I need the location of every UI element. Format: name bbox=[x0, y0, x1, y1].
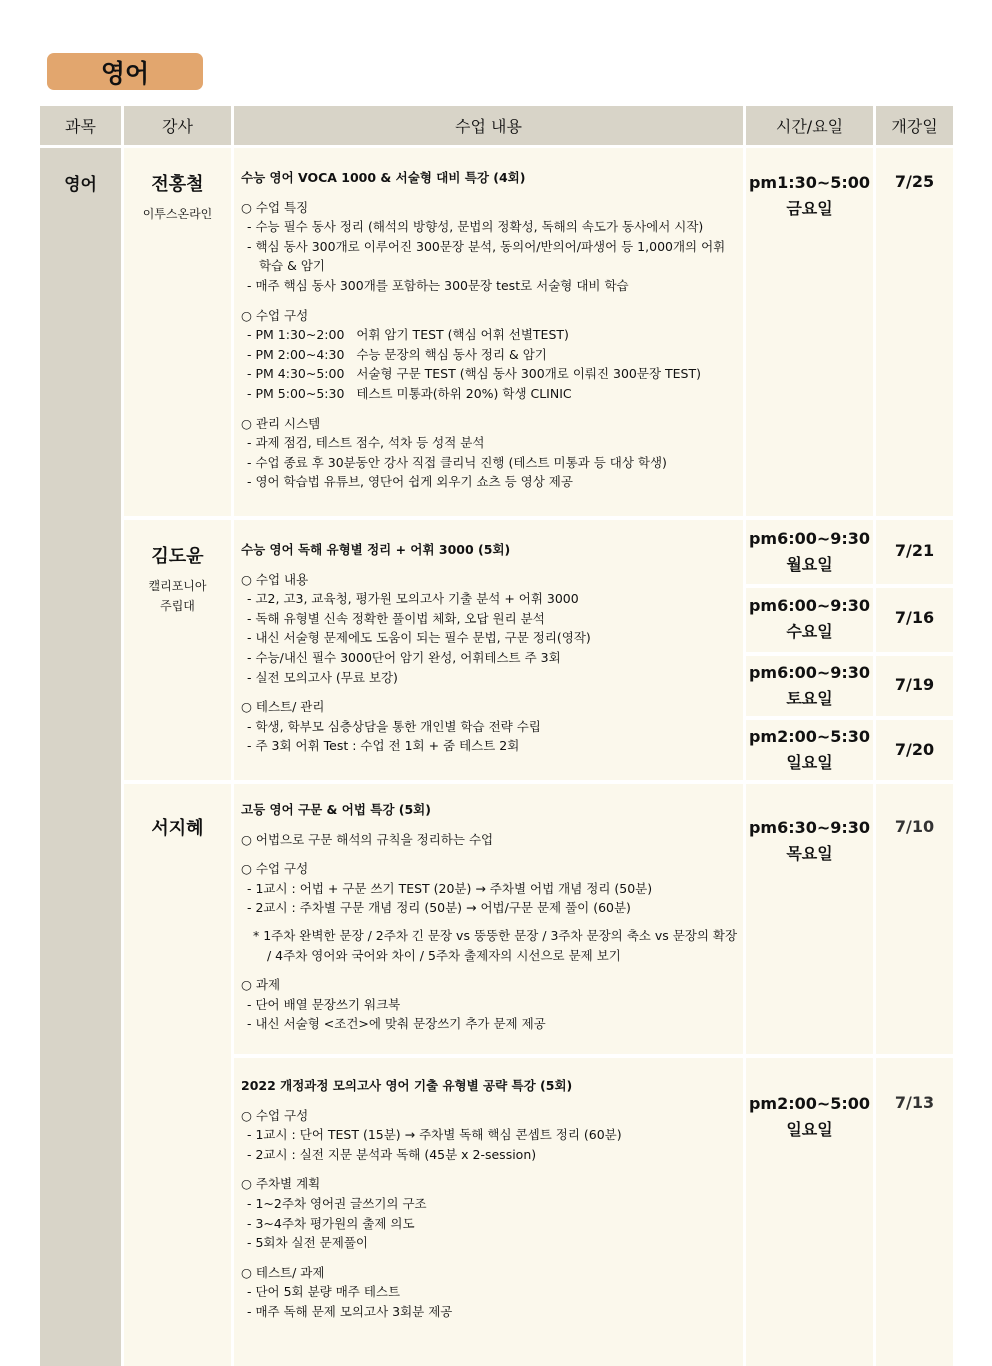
start-cell bbox=[876, 148, 953, 516]
class-time: pm6:00~9:30 bbox=[748, 529, 871, 548]
section-line: - 고2, 고3, 교육청, 평가원 모의고사 기출 분석 + 어휘 3000 bbox=[247, 591, 579, 607]
section-line: - 주 3회 어휘 Test : 수업 전 1회 + 줌 테스트 2회 bbox=[247, 738, 520, 754]
section-line: - 내신 서술형 문제에도 도움이 되는 필수 문법, 구문 정리(영작) bbox=[247, 630, 591, 646]
schedule-time-block bbox=[746, 660, 873, 712]
affiliation-line: 캘리포니아 bbox=[148, 579, 207, 593]
section-head: ○ 테스트/ 과제 bbox=[241, 1264, 325, 1280]
schedule-time-block bbox=[746, 815, 873, 867]
course-section bbox=[241, 1174, 741, 1252]
course-title: 2022 개정과정 모의고사 영어 기출 유형별 공략 특강 (5회) bbox=[241, 1078, 573, 1093]
course-title: 고등 영어 구문 & 어법 특강 (5회) bbox=[241, 802, 431, 817]
subject-label: 영어 bbox=[64, 175, 97, 195]
section-line: - 매주 독해 문제 모의고사 3회분 제공 bbox=[247, 1303, 453, 1319]
schedule-time-block bbox=[746, 593, 873, 645]
course-content bbox=[241, 168, 741, 492]
section-line: - 단어 배열 문장쓰기 워크북 bbox=[247, 996, 401, 1012]
section-line: - 1교시 : 단어 TEST (15분) → 주차별 독해 핵심 콘셉트 정리 (60분) bbox=[247, 1127, 622, 1143]
class-day: 월요일 bbox=[786, 555, 833, 574]
class-time: pm6:00~9:30 bbox=[748, 596, 871, 615]
class-time: pm2:00~5:30 bbox=[748, 727, 871, 746]
section-line: - 3~4주차 평가원의 출제 의도 bbox=[247, 1215, 415, 1231]
schedule-time-block bbox=[746, 170, 873, 222]
section-head: ○ 테스트/ 관리 bbox=[241, 699, 325, 715]
section-head: ○ 수업 구성 bbox=[241, 307, 309, 323]
section-line: - 매주 핵심 동사 300개를 포함하는 300문장 test로 서술형 대비 학습 bbox=[247, 277, 629, 293]
section-line: - 과제 점검, 테스트 점수, 석차 등 성적 분석 bbox=[247, 435, 485, 451]
affiliation-line: 주립대 bbox=[160, 599, 195, 613]
class-time: pm1:30~5:00 bbox=[748, 173, 871, 192]
class-time: pm6:00~9:30 bbox=[748, 663, 871, 682]
schedule-time-block bbox=[746, 1091, 873, 1143]
section-head: ○ 수업 구성 bbox=[241, 1107, 309, 1123]
section-head: ○ 과제 bbox=[241, 977, 281, 993]
section-line: - 2교시 : 실전 지문 분석과 독해 (45분 x 2-session) bbox=[247, 1146, 537, 1162]
section-badge: 영어 bbox=[47, 53, 203, 90]
class-day: 일요일 bbox=[786, 753, 833, 772]
start-date: 7/10 bbox=[894, 817, 935, 836]
teacher-name: 김도윤 bbox=[151, 546, 204, 567]
teacher-name: 서지혜 bbox=[151, 818, 204, 839]
course-section bbox=[241, 414, 741, 492]
course-section bbox=[241, 198, 741, 296]
class-time: pm6:30~9:30 bbox=[748, 818, 871, 837]
start-date: 7/20 bbox=[894, 740, 935, 759]
course-section bbox=[241, 570, 741, 688]
start-date: 7/13 bbox=[894, 1093, 935, 1112]
section-line: - PM 5:00~5:30 테스트 미통과(하위 20%) 학생 CLINIC bbox=[247, 385, 572, 401]
section-line: - 영어 학습법 유튜브, 영단어 쉽게 외우기 쇼츠 등 영상 제공 bbox=[247, 474, 573, 490]
section-line: - 독해 유형별 신속 정확한 풀이법 체화, 오답 원리 분석 bbox=[247, 610, 545, 626]
course-section bbox=[241, 859, 741, 918]
section-line: - 수능/내신 필수 3000단어 암기 완성, 어휘테스트 주 3회 bbox=[247, 649, 561, 665]
course-content bbox=[241, 1076, 741, 1322]
class-day: 목요일 bbox=[786, 844, 833, 863]
teacher-affiliation bbox=[124, 576, 231, 616]
course-note: * 1주차 완벽한 문장 / 2주차 긴 문장 vs 뚱뚱한 문장 / 3주차 문장의 축소 vs 문장의 확장 / 4주차 영어와 국어와 차이 / 5주차 출제자의 시선으로 문제 보기 bbox=[253, 927, 738, 963]
course-section bbox=[241, 697, 741, 756]
schedule-time-block bbox=[746, 724, 873, 776]
section-line: - 5회차 실전 문제풀이 bbox=[247, 1235, 368, 1251]
section-line: - 내신 서술형 <조건>에 맞춰 문장쓰기 추가 문제 제공 bbox=[247, 1016, 546, 1032]
course-section bbox=[241, 1263, 741, 1322]
teacher-affiliation bbox=[124, 204, 231, 224]
course-content bbox=[241, 800, 741, 1034]
teacher-cell bbox=[124, 784, 231, 1366]
teacher-block bbox=[124, 542, 231, 616]
start-date: 7/21 bbox=[894, 541, 935, 560]
teacher-name: 전홍철 bbox=[151, 174, 204, 195]
header-time: 시간/요일 bbox=[746, 106, 873, 145]
section-head: ○ 수업 구성 bbox=[241, 861, 309, 877]
teacher-block bbox=[124, 170, 231, 224]
section-line: - PM 2:00~4:30 수능 문장의 핵심 동사 정리 & 암기 bbox=[247, 346, 547, 362]
start-date: 7/25 bbox=[894, 172, 935, 191]
section-line: - 실전 모의고사 (무료 보강) bbox=[247, 669, 398, 685]
section-line: - 2교시 : 주차별 구문 개념 정리 (50분) → 어법/구문 문제 풀이 (60분) bbox=[247, 900, 631, 916]
course-section bbox=[241, 306, 741, 404]
section-line: - PM 4:30~5:00 서술형 구문 TEST (핵심 동사 300개로 이뤄진 300문장 TEST) bbox=[247, 366, 701, 382]
start-date: 7/16 bbox=[894, 608, 935, 627]
header-teacher: 강사 bbox=[124, 106, 231, 145]
affiliation-line: 이투스온라인 bbox=[142, 207, 213, 221]
teacher-block bbox=[124, 814, 231, 840]
section-line: - 1~2주차 영어권 글쓰기의 구조 bbox=[247, 1195, 427, 1211]
course-content bbox=[241, 540, 741, 756]
course-title: 수능 영어 VOCA 1000 & 서술형 대비 특강 (4회) bbox=[241, 170, 526, 185]
section-line: - 수능 필수 동사 정리 (해석의 방향성, 문법의 정확성, 독해의 속도가 동사에서 시작) bbox=[247, 219, 704, 235]
header-subject: 과목 bbox=[40, 106, 121, 145]
section-line: - PM 1:30~2:00 어휘 암기 TEST (핵심 어휘 선별TEST) bbox=[247, 327, 569, 343]
section-line: - 1교시 : 어법 + 구문 쓰기 TEST (20분) → 주차별 어법 개념 정리 (50분) bbox=[247, 880, 653, 896]
course-intro: ○ 어법으로 구문 해석의 규칙을 정리하는 수업 bbox=[241, 831, 494, 847]
header-content: 수업 내용 bbox=[234, 106, 743, 145]
section-line: - 수업 종료 후 30분동안 강사 직접 클리닉 진행 (테스트 미통과 등 대상 학생) bbox=[247, 454, 667, 470]
course-section bbox=[241, 1106, 741, 1165]
class-time: pm2:00~5:00 bbox=[748, 1094, 871, 1113]
class-day: 일요일 bbox=[786, 1120, 833, 1139]
course-section bbox=[241, 975, 741, 1034]
header-start: 개강일 bbox=[876, 106, 953, 145]
class-day: 금요일 bbox=[786, 199, 833, 218]
course-title: 수능 영어 독해 유형별 정리 + 어휘 3000 (5회) bbox=[241, 542, 511, 557]
section-head: ○ 수업 특징 bbox=[241, 199, 309, 215]
class-day: 수요일 bbox=[786, 622, 833, 641]
section-head: ○ 수업 내용 bbox=[241, 571, 309, 587]
section-line: - 핵심 동사 300개로 이루어진 300문장 분석, 동의어/반의어/파생어 등 1,000개의 어휘 학습 & 암기 bbox=[247, 238, 726, 274]
start-date: 7/19 bbox=[894, 675, 935, 694]
section-head: ○ 관리 시스템 bbox=[241, 415, 321, 431]
class-day: 토요일 bbox=[786, 689, 833, 708]
section-head: ○ 주차별 계획 bbox=[241, 1176, 321, 1192]
section-line: - 학생, 학부모 심층상담을 통한 개인별 학습 전략 수립 bbox=[247, 718, 541, 734]
subject-column bbox=[40, 148, 121, 1366]
section-line: - 단어 5회 분량 매주 테스트 bbox=[247, 1284, 401, 1300]
schedule-time-block bbox=[746, 526, 873, 578]
